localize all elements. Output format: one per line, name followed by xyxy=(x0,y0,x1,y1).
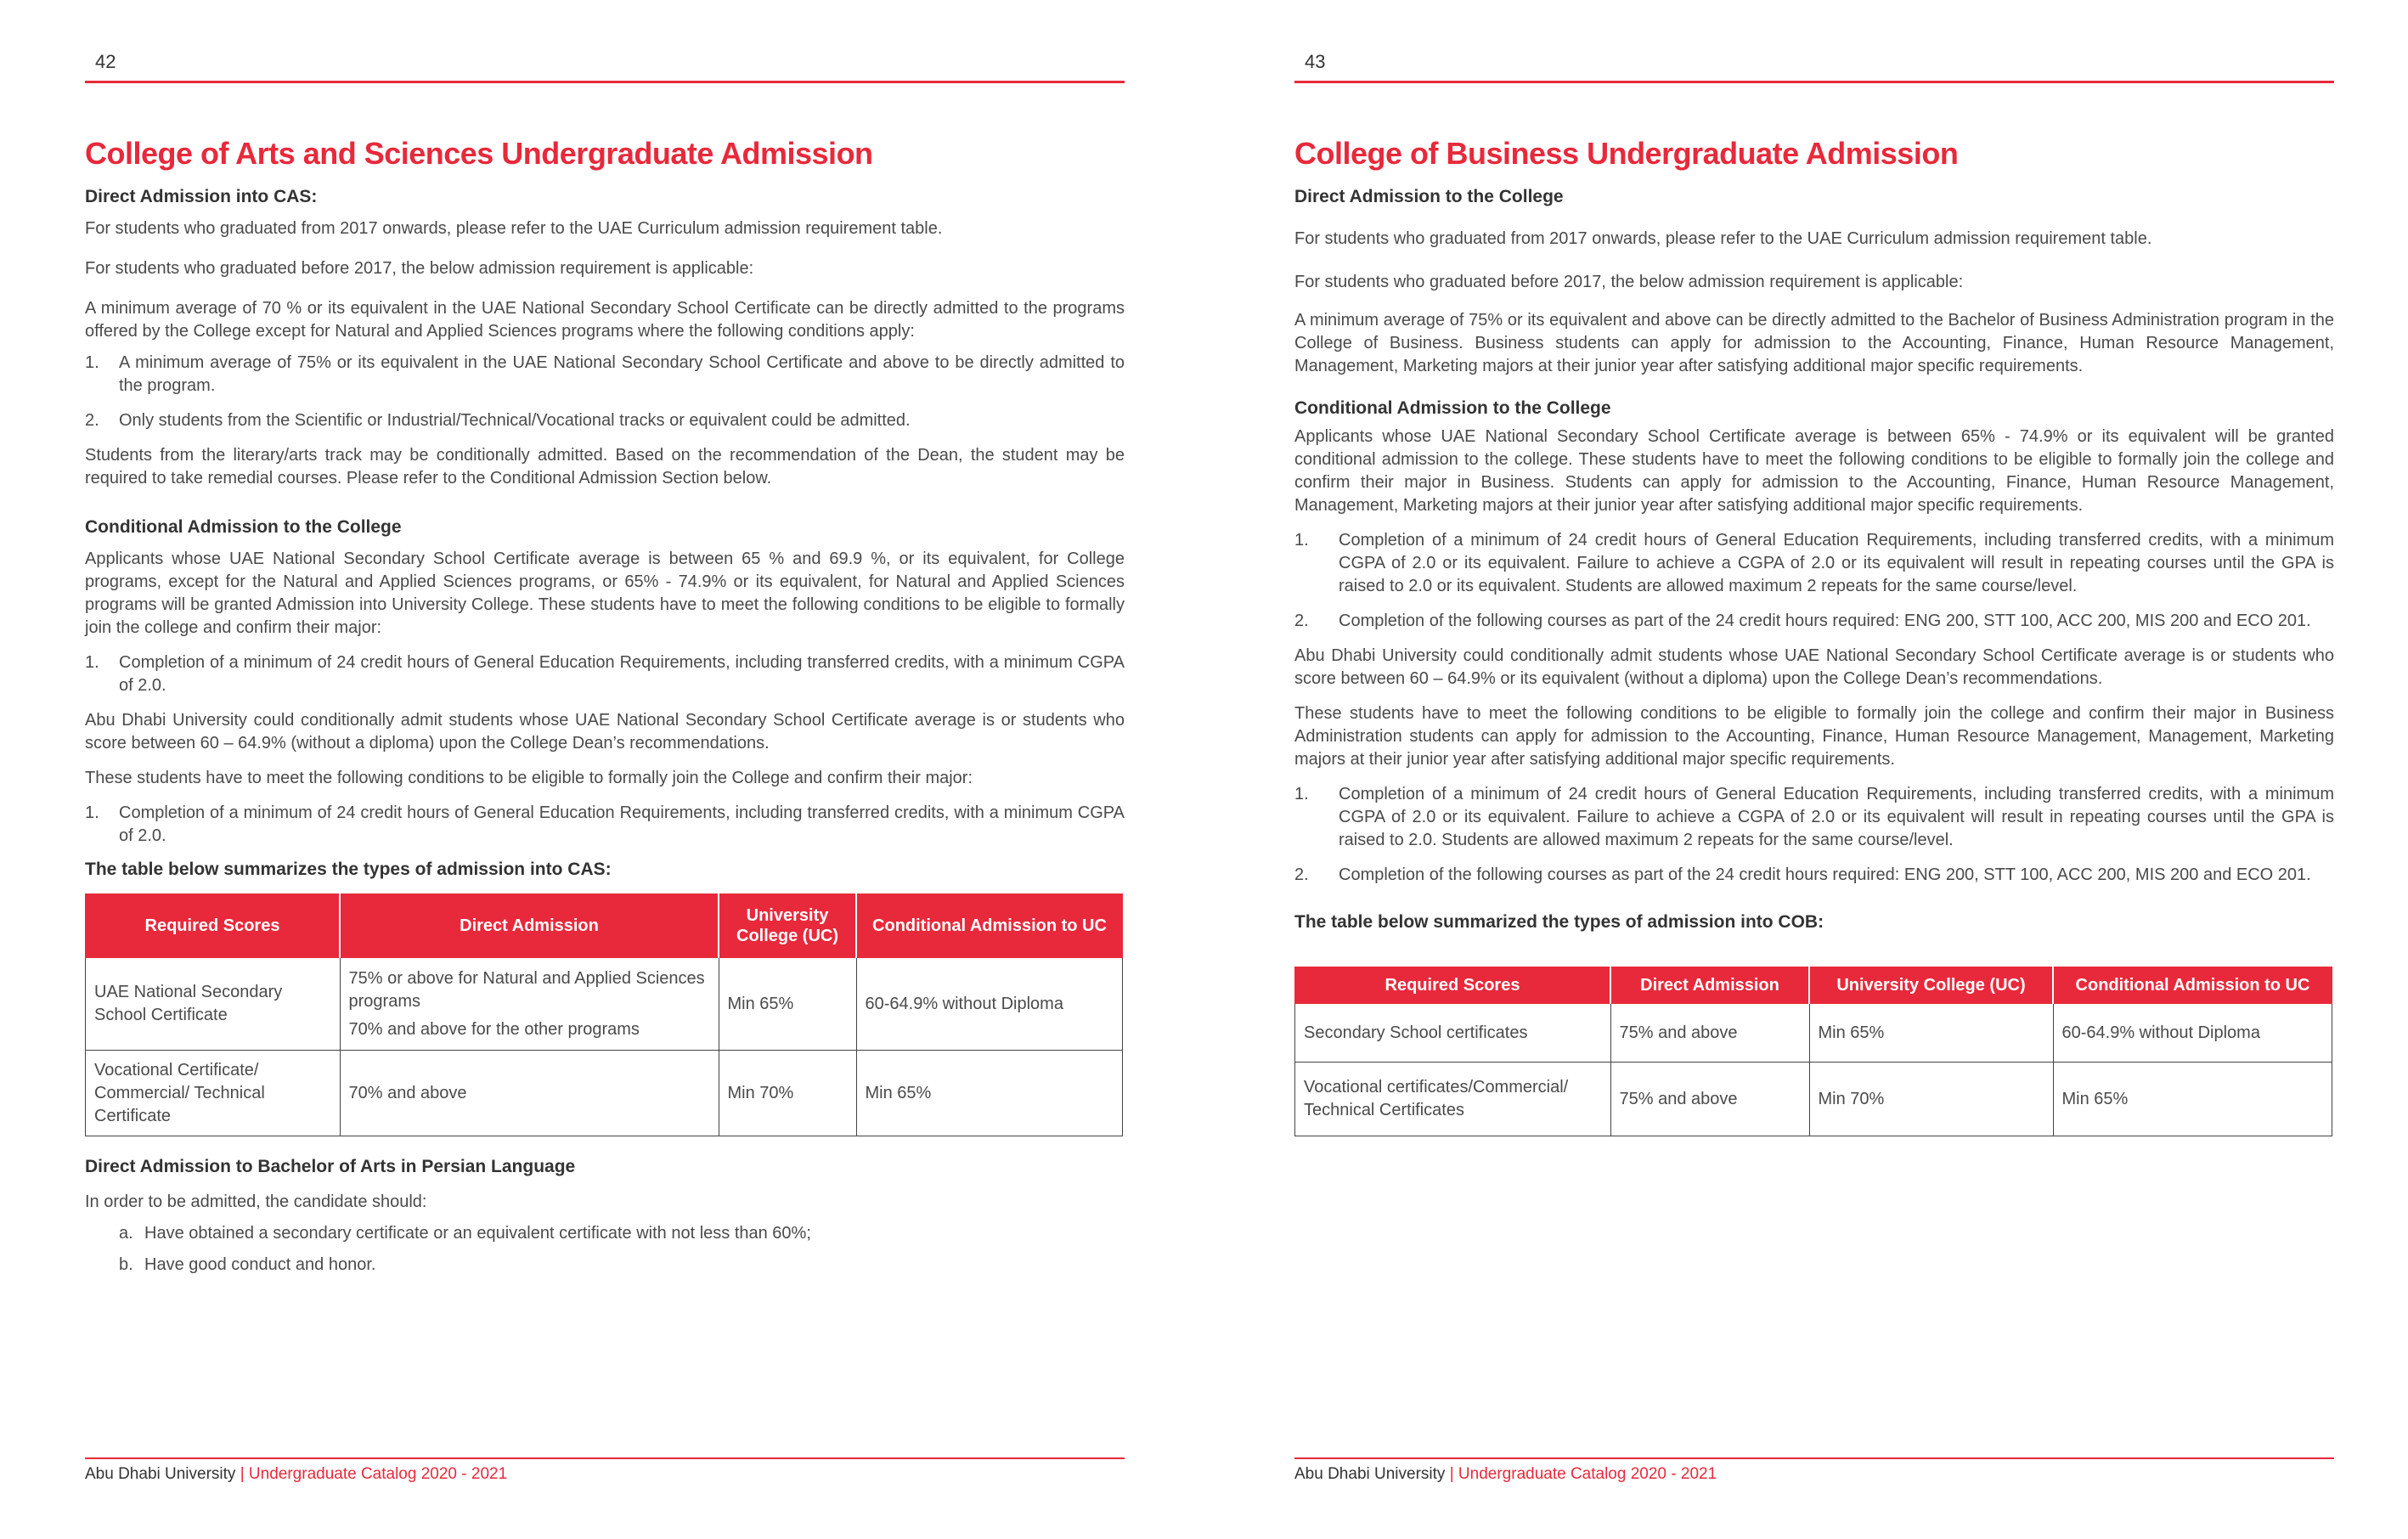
table-header-row xyxy=(86,894,1123,958)
paragraph: For students who graduated before 2017, the below admission requirement is applicable: xyxy=(1294,273,1964,291)
table-cell: Min 70% xyxy=(719,1051,856,1136)
footer-rule xyxy=(85,1457,1125,1459)
list-item-text: Completion of a minimum of 24 credit hours of General Education Requirements, including transferred credits, with a minimum CGPA of 2.0. xyxy=(119,653,1125,695)
table-header: Required Scores xyxy=(86,894,341,958)
page-content xyxy=(85,136,1125,1288)
list-item-text: Have obtained a secondary certificate or an equivalent certificate with not less than 60%; xyxy=(144,1224,811,1243)
list-item-text: Completion of a minimum of 24 credit hours of General Education Requirements, including transferred credits, with a minimum CGPA of 2.0 or its equivalent. Failure to achieve a CGPA of 2.0 or its equivalent will result in repeating courses until the GPA is raised to 2.0. Students are allowed maximum 2 repeats for the same course/level. xyxy=(1339,785,2334,849)
cas-admission-table xyxy=(85,894,1123,1136)
list-marker: 1. xyxy=(85,803,99,822)
table-cell: Min 65% xyxy=(1809,1004,2053,1063)
paragraph: Abu Dhabi University could conditionally admit students whose UAE National Secondary School Certificate average is or students who score between 60 – 64.9% or its equivalent (without a diploma) upon the College Dean’s recommendations. xyxy=(1294,646,2334,688)
table-cell: 60-64.9% without Diploma xyxy=(2053,1004,2332,1063)
page-title: College of Business Undergraduate Admission xyxy=(1294,136,1959,171)
persian-admission-heading: Direct Admission to Bachelor of Arts in Persian Language xyxy=(85,1157,576,1176)
conditional-admission-heading: Conditional Admission to the College xyxy=(85,517,402,537)
table-cell: UAE National Secondary School Certificate xyxy=(86,958,341,1051)
cell-line: 70% and above for the other programs xyxy=(348,1019,640,1039)
table-cell xyxy=(340,958,719,1051)
list-item xyxy=(1294,610,2334,633)
table-header: University College (UC) xyxy=(1809,967,2053,1004)
table-cell: Min 65% xyxy=(719,958,856,1051)
page-number: 43 xyxy=(1305,51,1326,72)
table-header: Required Scores xyxy=(1295,967,1611,1004)
list-item xyxy=(85,352,1125,397)
conditions-list xyxy=(1294,783,2334,887)
table-cell: 70% and above xyxy=(340,1051,719,1136)
table-row xyxy=(86,958,1123,1051)
footer-separator: | xyxy=(235,1465,249,1483)
paragraph: For students who graduated before 2017, the below admission requirement is applicable: xyxy=(85,259,754,278)
paragraph: These students have to meet the following conditions to be eligible to formally join the College and confirm their major: xyxy=(85,769,973,787)
table-header: University College (UC) xyxy=(719,894,856,958)
paragraph: For students who graduated from 2017 onwards, please refer to the UAE Curriculum admission requirement table. xyxy=(85,219,943,238)
paragraph: In order to be admitted, the candidate should: xyxy=(85,1192,427,1211)
table-heading: The table below summarized the types of admission into COB: xyxy=(1294,912,1824,932)
header-rule xyxy=(85,81,1125,83)
list-item xyxy=(85,409,1125,432)
list-item xyxy=(85,651,1125,697)
table-header: Direct Admission xyxy=(340,894,719,958)
cell-line: 75% or above for Natural and Applied Sciences programs xyxy=(348,968,705,1011)
table-header: Conditional Admission to UC xyxy=(856,894,1123,958)
table-cell: 75% and above xyxy=(1610,1004,1809,1063)
list-marker: 2. xyxy=(1294,865,1309,884)
paragraph: Abu Dhabi University could conditionally admit students whose UAE National Secondary School Certificate average is or students who score between 60 – 64.9% (without a diploma) upon the College Dean’s recommendations. xyxy=(85,711,1125,753)
requirements-list xyxy=(85,352,1125,432)
list-item xyxy=(1294,864,2334,887)
list-marker: 1. xyxy=(1294,531,1309,550)
table-heading: The table below summarizes the types of admission into CAS: xyxy=(85,860,612,879)
footer-separator: | xyxy=(1445,1465,1458,1483)
table-cell: 60-64.9% without Diploma xyxy=(856,958,1123,1051)
paragraph: Applicants whose UAE National Secondary School Certificate average is between 65 % and 69.9 %, or its equivalent, for College programs, except for the Natural and Applied Sciences programs, or 65% - 74.9% or its equivalent, for Natural and Applied Sciences programs will be granted Admission into University College. These students have to meet the following conditions to be eligible to formally join the college and confirm their major: xyxy=(85,550,1125,637)
page-number: 42 xyxy=(95,51,116,72)
table-cell: Min 65% xyxy=(856,1051,1123,1136)
paragraph: For students who graduated from 2017 onwards, please refer to the UAE Curriculum admission requirement table. xyxy=(1294,229,2152,248)
footer-catalog: Undergraduate Catalog 2020 - 2021 xyxy=(248,1465,508,1483)
list-marker: 1. xyxy=(1294,785,1309,803)
list-item-text: Completion of a minimum of 24 credit hours of General Education Requirements, including transferred credits, with a minimum CGPA of 2.0. xyxy=(119,803,1125,845)
list-item xyxy=(85,1254,1125,1277)
footer-catalog: Undergraduate Catalog 2020 - 2021 xyxy=(1458,1465,1717,1483)
direct-admission-heading: Direct Admission into CAS: xyxy=(85,187,318,206)
paragraph: Applicants whose UAE National Secondary School Certificate average is between 65% - 74.9% or its equivalent will be granted conditional admission to the college. These students have to meet the following conditions to be eligible to formally join the college and confirm their major in Business. Students can apply for admission to the Accounting, Finance, Human Resource Management, Management, Marketing majors at their junior year after satisfying additional major specific requirements. xyxy=(1294,427,2334,515)
table-cell: Min 70% xyxy=(1809,1063,2053,1136)
footer-rule xyxy=(1294,1457,2334,1459)
table-header-row xyxy=(1295,967,2332,1004)
paragraph: Students from the literary/arts track may be conditionally admitted. Based on the recommendation of the Dean, the student may be required to take remedial courses. Please refer to the Conditional Admission Section below. xyxy=(85,446,1125,488)
conditions-list xyxy=(85,651,1125,697)
table-cell: Vocational certificates/Commercial/ Technical Certificates xyxy=(1295,1063,1611,1136)
footer-org: Abu Dhabi University xyxy=(1294,1465,1446,1483)
list-marker: b. xyxy=(119,1255,133,1274)
list-marker: 1. xyxy=(85,653,99,672)
page-title: College of Arts and Sciences Undergraduate Admission xyxy=(85,136,873,171)
table-row xyxy=(1295,1063,2332,1136)
table-header: Direct Admission xyxy=(1610,967,1809,1004)
page-footer xyxy=(1294,1465,1717,1484)
conditional-admission-heading: Conditional Admission to the College xyxy=(1294,398,1611,418)
persian-requirements-list xyxy=(85,1222,1125,1277)
paragraph: A minimum average of 70 % or its equivalent in the UAE National Secondary School Certificate can be directly admitted to the programs offered by the College except for Natural and Applied Sciences programs where the following conditions apply: xyxy=(85,299,1125,341)
list-marker: 1. xyxy=(85,353,99,372)
list-item xyxy=(85,802,1125,848)
paragraph: These students have to meet the following conditions to be eligible to formally join the college and confirm their major in Business Administration students can apply for admission to the Accounting, Finance, Human Resource Management, Management, Marketing majors at their junior year after satisfying additional major specific requirements. xyxy=(1294,704,2334,769)
page-content xyxy=(1294,136,2334,1157)
list-item-text: A minimum average of 75% or its equivalent in the UAE National Secondary School Certificate and above to be directly admitted to the program. xyxy=(119,353,1125,395)
list-item xyxy=(85,1222,1125,1245)
list-marker: a. xyxy=(119,1224,133,1243)
direct-admission-heading: Direct Admission to the College xyxy=(1294,187,1564,206)
list-item-text: Completion of the following courses as part of the 24 credit hours required: ENG 200, STT 100, ACC 200, MIS 200 and ECO 201. xyxy=(1339,612,2311,630)
conditions-list xyxy=(85,802,1125,848)
conditions-list xyxy=(1294,529,2334,633)
list-marker: 2. xyxy=(85,411,99,430)
table-header: Conditional Admission to UC xyxy=(2053,967,2332,1004)
paragraph: A minimum average of 75% or its equivalent and above can be directly admitted to the Bachelor of Business Administration program in the College of Business. Business students can apply for admission to the Accounting, Finance, Human Resource Management, Management, Marketing majors at their junior year after satisfying additional major specific requirements. xyxy=(1294,311,2334,375)
list-item-text: Completion of a minimum of 24 credit hours of General Education Requirements, including transferred credits, with a minimum CGPA of 2.0 or its equivalent. Failure to achieve a CGPA of 2.0 or its equivalent will result in repeating courses until the GPA is raised to 2.0 or its equivalent. Students are allowed maximum 2 repeats for the same course/level. xyxy=(1339,531,2334,595)
left-page xyxy=(85,0,1125,1539)
cob-admission-table xyxy=(1294,967,2332,1136)
table-cell: 75% and above xyxy=(1610,1063,1809,1136)
page-footer xyxy=(85,1465,507,1484)
list-item-text: Have good conduct and honor. xyxy=(144,1255,376,1274)
header-rule xyxy=(1294,81,2334,83)
list-item-text: Only students from the Scientific or Industrial/Technical/Vocational tracks or equivalent could be admitted. xyxy=(119,411,911,430)
table-row xyxy=(86,1051,1123,1136)
table-cell: Min 65% xyxy=(2053,1063,2332,1136)
table-cell: Vocational Certificate/ Commercial/ Technical Certificate xyxy=(86,1051,341,1136)
table-row xyxy=(1295,1004,2332,1063)
table-cell: Secondary School certificates xyxy=(1295,1004,1611,1063)
list-item xyxy=(1294,783,2334,852)
footer-org: Abu Dhabi University xyxy=(85,1465,236,1483)
list-marker: 2. xyxy=(1294,612,1309,630)
right-page xyxy=(1294,0,2334,1539)
list-item-text: Completion of the following courses as part of the 24 credit hours required: ENG 200, STT 100, ACC 200, MIS 200 and ECO 201. xyxy=(1339,865,2311,884)
list-item xyxy=(1294,529,2334,598)
